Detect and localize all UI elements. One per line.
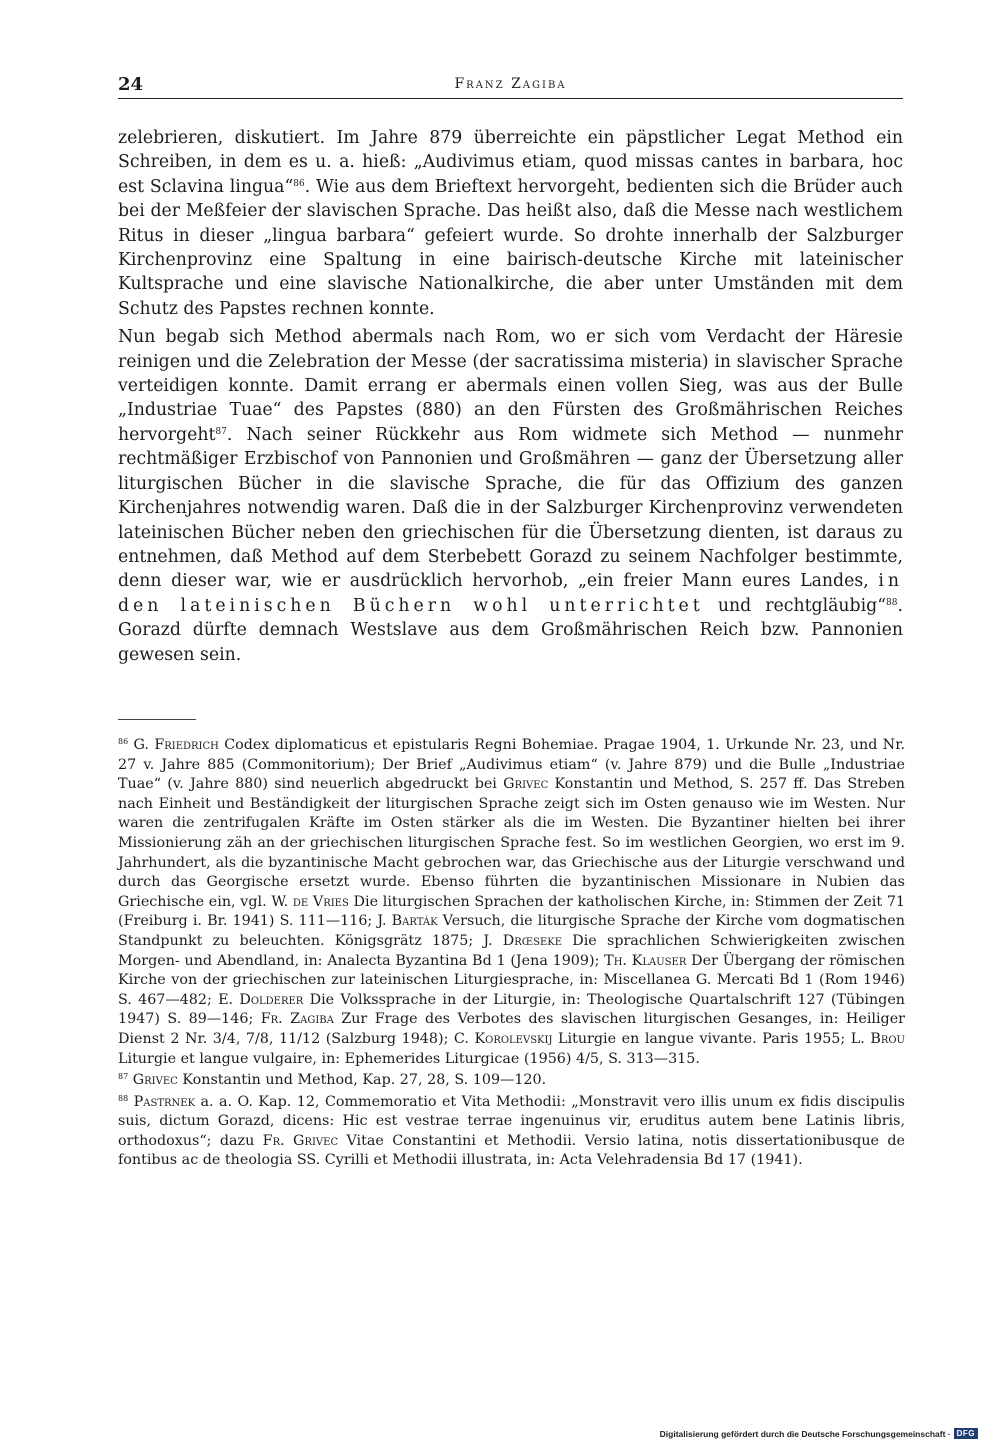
footnote-ref-86[interactable]: 86 <box>293 178 305 189</box>
text-run: Konstantin und Method, Kap. 27, 28, S. 109—120. <box>177 1072 547 1089</box>
footnote-86 <box>118 736 905 1069</box>
footnote-separator <box>118 719 196 720</box>
text-run: Liturgie et langue vulgaire, in: Ephemerides Liturgicae (1956) 4/5, S. 313—315. <box>118 1050 700 1067</box>
text-run: Konstantin und Method, S. 257 ff. Das Streben nach Einheit und Beständigkeit der liturgischen Sprache zeigt sich im Osten genauso wie im Westen. Nur waren die zentrifugalen Kräfte im Osten stärker als die im Westen. Die Byzantiner hielten bei ihrer Missionierung zäh an der griechischen liturgischen Sprache fest. So im westlichen Georgien, wo erst im 9. Jahrhundert, als die byzantinische Macht gebrochen war, das Griechische aus der Liturgie verschwand und durch das Georgische ersetzt wurde. Ebenso führten die byzantinischen Missionare in Nubien das Griechische ein, vgl. W. <box>118 776 905 910</box>
text-run: Vitae Constantini et Methodii. Versio latina, notis dissertationibusque de fontibus ac de theologia SS. Cyrilli et Methodii illustrata, in: Acta Velehradensia Bd 17 (1941). <box>118 1132 905 1169</box>
author-name: Grivec <box>132 1072 178 1089</box>
footnote-number: 88 <box>118 1093 129 1103</box>
author-name: Brou <box>870 1030 905 1047</box>
text-run: Die sprachlichen Schwierigkeiten zwischen Morgen- und Abendland, in: Analecta Byzantina Bd 1 (Jena 1909); <box>118 932 906 969</box>
author-name: Drœseke <box>502 932 563 949</box>
author-name: Th. Klauser <box>604 952 687 969</box>
digitization-credit <box>660 1428 978 1439</box>
page-header <box>118 72 903 99</box>
footnote-87 <box>118 1071 905 1091</box>
author-name: de Vries <box>292 893 349 910</box>
credit-text: Digitalisierung gefördert durch die Deutsche Forschungsgemeinschaft · <box>659 1428 951 1439</box>
footnote-ref-88[interactable]: 88 <box>886 597 898 608</box>
paragraph-1 <box>118 126 903 321</box>
text-run: Der Übergang der römischen Kirche von der griechischen zur lateinischen Liturgiesprache, in: Miscellanea G. Mercati Bd 1 (Rom 1946) S. 467—482; E. <box>118 952 906 1008</box>
text-run: zelebrieren, diskutiert. Im Jahre 879 überreichte ein päpstlicher Legat Method ein Schreiben, in dem es u. a. hieß: „Audivimus etiam, quod missas cantes in barbara, hoc est Sclavina lingua“ <box>118 128 903 197</box>
text-run: . Gorazd dürfte demnach Westslave aus dem Großmährischen Reich bzw. Pannonien gewesen sein. <box>118 595 903 665</box>
text-run: a. a. O. Kap. 12, Commemoratio et Vita Methodii: „Monstravit vero illis unum ex fidis discipulis suis, dictum Gorazd, dicens: Hic est vestrae terrae ingenuinus vir, eruditus autem bene Latinis libris, orthodoxus“; dazu <box>118 1093 905 1149</box>
author-name: Korolevskij <box>474 1030 553 1047</box>
text-run: Codex diplomaticus et epistularis Regni Bohemiae. Pragae 1904, 1. Urkunde Nr. 23, und Nr. 27 v. Jahre 885 (Commonitorium); Der Brief „Audivimus etiam“ (v. Jahre 879) und die Bulle „Industriae Tuae“ (v. Jahre 880) sind neuerlich abgedruckt bei <box>118 737 905 793</box>
footnote-ref-87[interactable]: 87 <box>215 426 227 437</box>
text-run: Nun begab sich Method abermals nach Rom, wo er sich vom Verdacht der Häresie reinigen und die Zelebration der Messe (der sacratissima misteria) in slavischer Sprache verteidigen konnte. Damit errang er abermals einen vollen Sieg, was aus der Bulle „Industriae Tuae“ des Papstes (880) an den Fürsten des Großmährischen Reiches hervorgeht <box>118 327 903 445</box>
text-run: Liturgie en langue vivante. Paris 1955; L. <box>552 1030 871 1047</box>
text-run: Versuch, die liturgische Sprache der Kirche vom dogmatischen Standpunkt zu beleuchten. Königsgrätz 1875; J. <box>118 913 905 949</box>
author-name: Barták <box>391 913 438 930</box>
text-run: und rechtgläubig“ <box>717 595 887 616</box>
paragraph-2 <box>118 325 903 667</box>
running-head: Franz Zagiba <box>454 76 567 92</box>
main-text <box>118 126 903 667</box>
author-name: Pastrnek <box>133 1093 196 1110</box>
author-name: Grivec <box>503 776 549 793</box>
dfg-logo-icon: DFG <box>954 1428 978 1439</box>
text-run: . Wie aus dem Brieftext hervorgeht, bedienten sich die Brüder auch bei der Meßfeier der slavischen Sprache. Das heißt also, daß die Messe nach westlichem Ritus in dieser „lingua barbara“ gefeiert wurde. So drohte innerhalb der Salzburger Kirchenprovinz eine Spaltung in eine bairisch-deutsche Kirche mit lateinischer Kultsprache und eine slavische Nationalkirche, die aber unter Umständen mit dem Schutz des Papstes rechnen konnte. <box>118 176 903 319</box>
author-name: Fr. Zagiba <box>260 1011 334 1028</box>
text-run: Zur Frage des Verbotes des slavischen liturgischen Gesanges, in: Heiliger Dienst 2 Nr. 3/4, 7/8, 11/12 (Salzburg 1948); C. <box>118 1011 905 1047</box>
text-run: . Nach seiner Rückkehr aus Rom widmete sich Method — nunmehr rechtmäßiger Erzbischof von Pannonien und Großmähren — ganz der Übersetzung aller liturgischen Bücher in die slavische Sprache, die für das Offizium des ganzen Kirchenjahres notwendig waren. Daß die in der Salzburger Kirchenprovinz verwendeten lateinischen Bücher neben den griechischen für die Übersetzung dienten, ist daraus zu entnehmen, daß Method auf dem Sterbebett Gorazd zu seinem Nachfolger bestimmte, denn dieser war, wie er ausdrücklich hervorhob, „ein freier Mann eures Landes, <box>118 424 903 592</box>
footnote-number: 86 <box>118 737 129 746</box>
author-name: Fr. Grivec <box>262 1132 339 1149</box>
page-number: 24 <box>118 74 144 95</box>
author-name: Friedrich <box>154 737 219 753</box>
spaced-emphasis: in den lateinischen Büchern wohl unterrichtet <box>118 571 903 616</box>
footnotes <box>118 736 905 1171</box>
footnote-88 <box>118 1093 905 1171</box>
text-run: G. <box>133 737 155 753</box>
text-run: Die liturgischen Sprachen der katholischen Kirche, in: Stimmen der Zeit 71 (Freiburg i. Br. 1941) S. 111—116; J. <box>118 893 906 930</box>
footnote-number: 87 <box>118 1072 129 1082</box>
text-run: Die Volkssprache in der Liturgie, in: Theologische Quartalschrift 127 (Tübingen 1947) S. 89—146; <box>118 991 906 1028</box>
author-name: Dolderer <box>239 991 304 1008</box>
